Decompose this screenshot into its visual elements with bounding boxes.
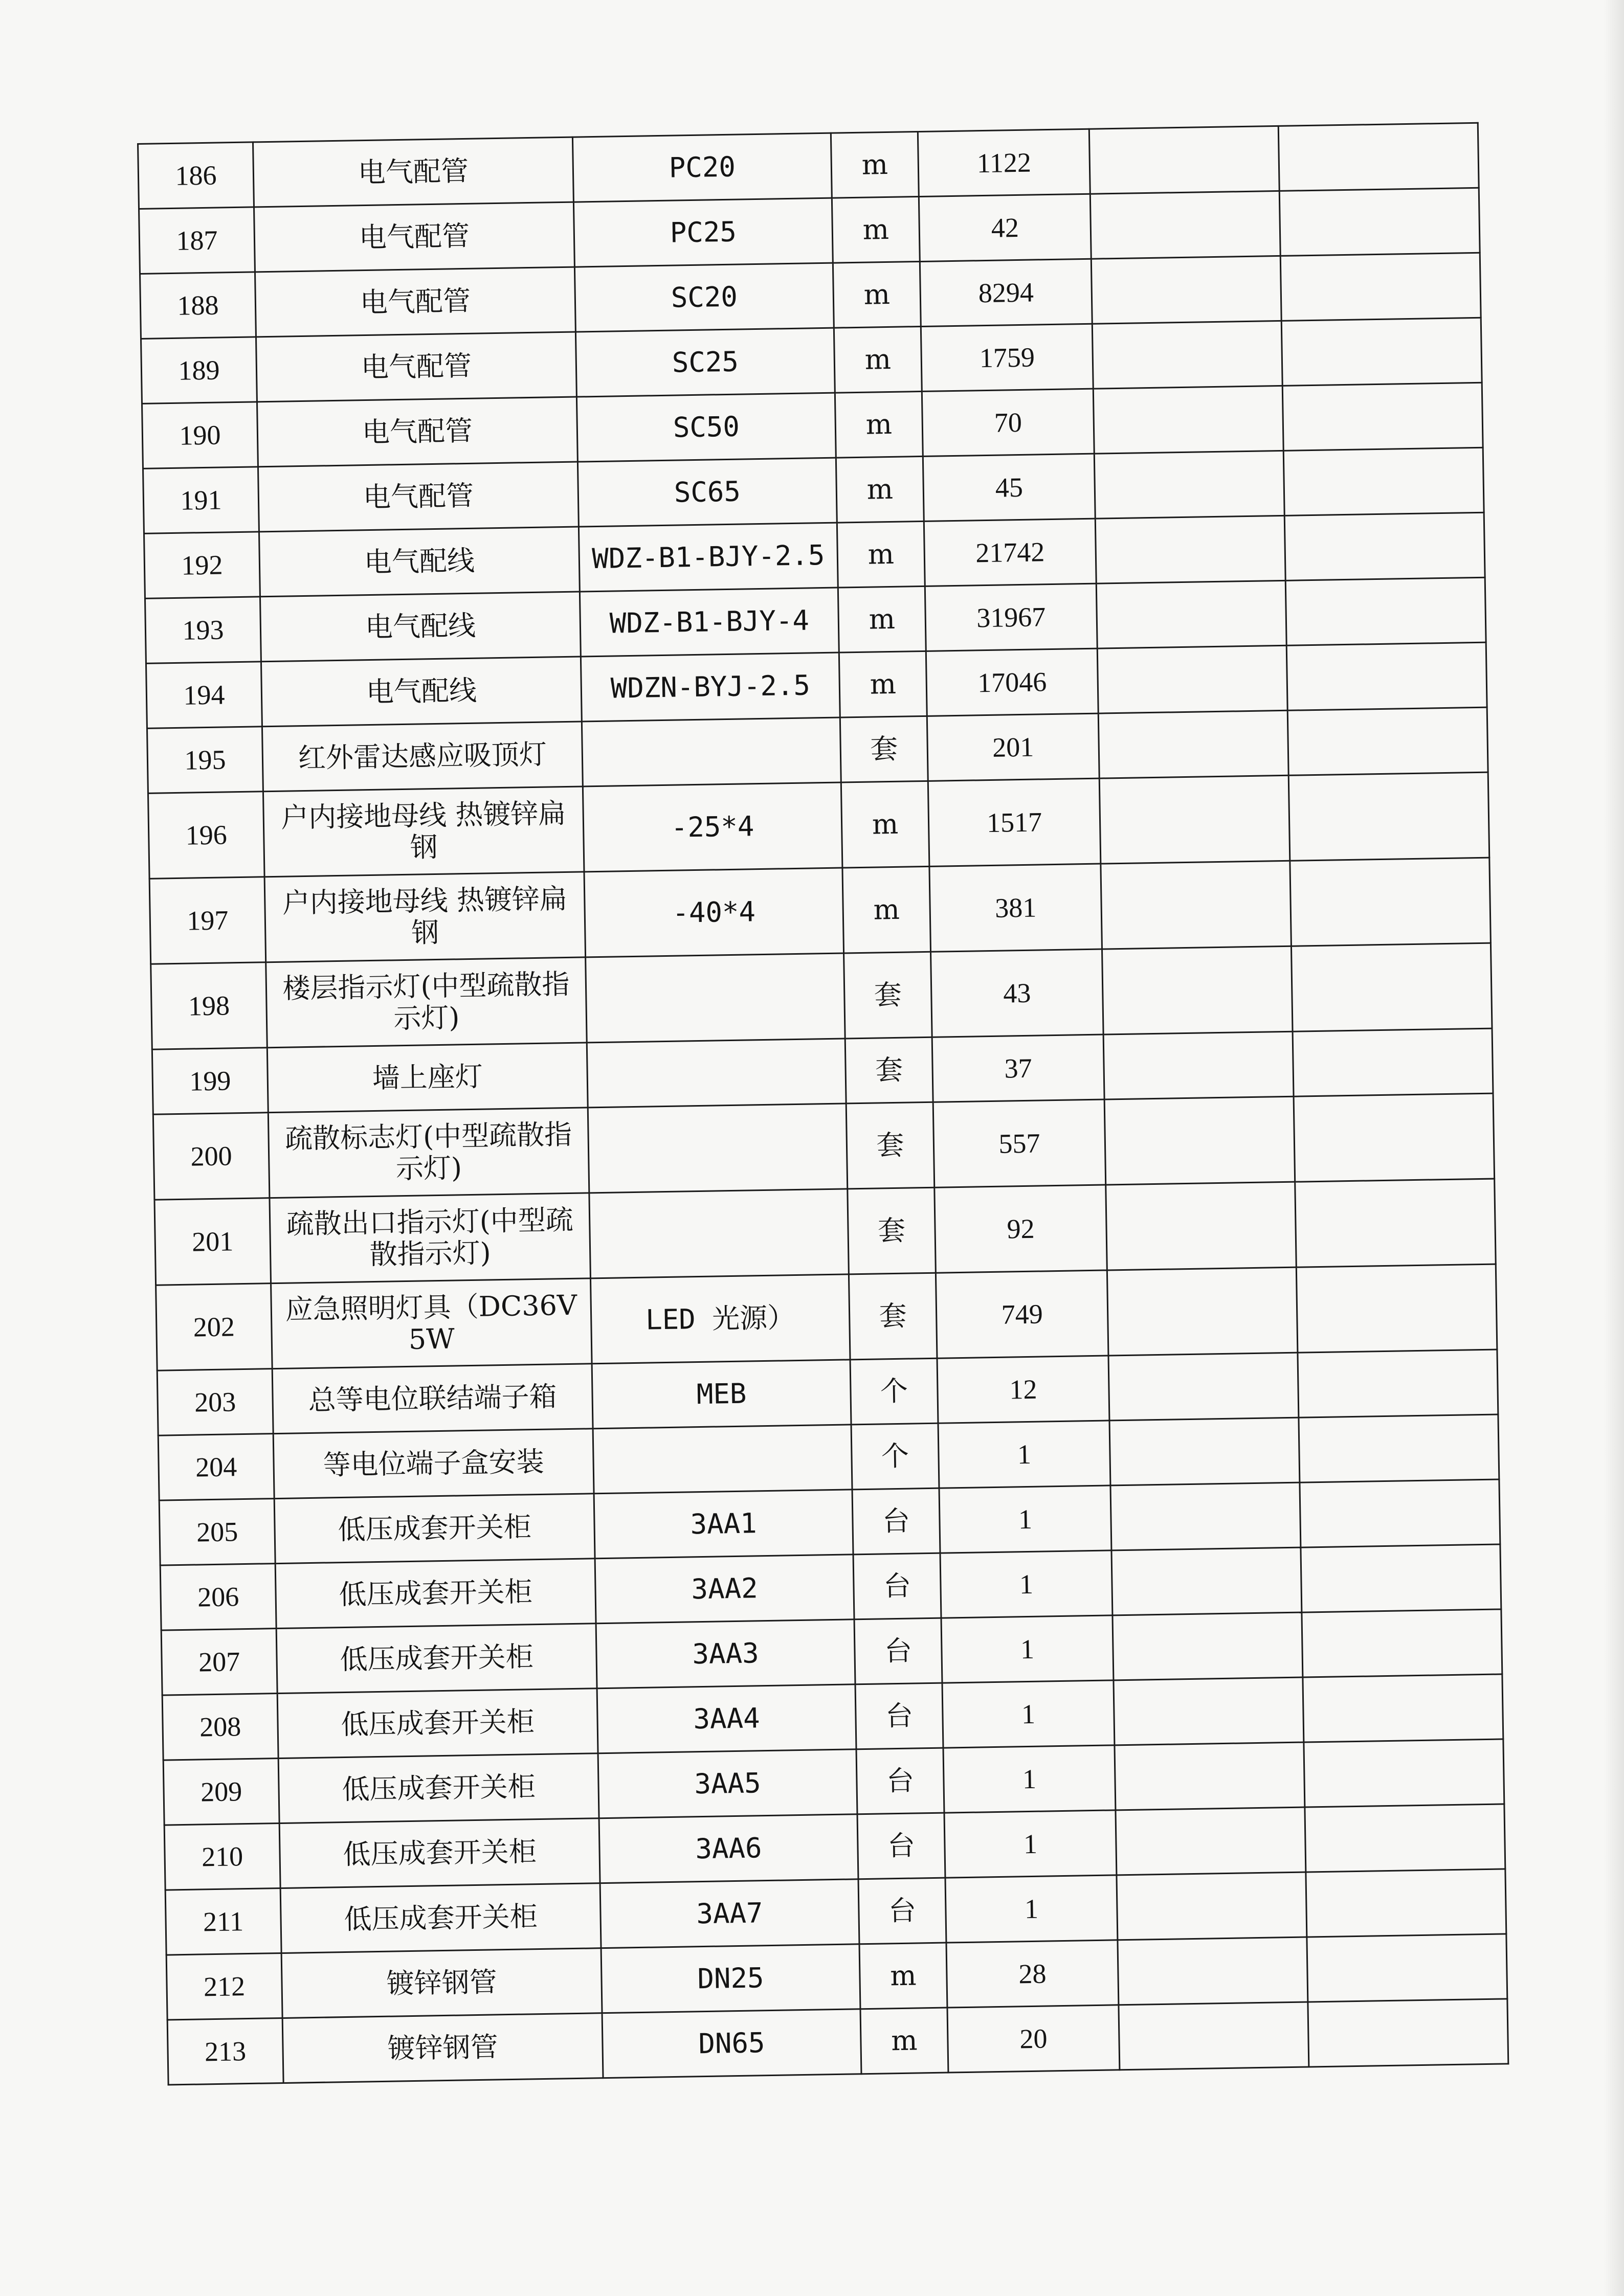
item-name-cell: 低压成套开关柜 xyxy=(280,1883,601,1953)
empty-cell xyxy=(1118,1937,1308,2005)
item-quantity-cell: 1 xyxy=(940,1550,1113,1618)
item-quantity-cell: 749 xyxy=(936,1270,1108,1358)
empty-cell xyxy=(1285,577,1486,645)
item-unit-cell: m xyxy=(836,456,924,523)
item-quantity-cell: 1 xyxy=(944,1810,1117,1878)
item-spec-cell: 3AA2 xyxy=(595,1555,854,1624)
empty-cell xyxy=(1098,710,1288,778)
item-quantity-cell: 1 xyxy=(943,1745,1116,1813)
item-unit-cell: m xyxy=(842,866,931,953)
empty-cell xyxy=(1305,1804,1505,1872)
item-unit-cell: 台 xyxy=(854,1618,942,1684)
item-name-cell: 电气配管 xyxy=(257,397,577,467)
empty-cell xyxy=(1099,775,1290,864)
item-name-cell: 墙上座灯 xyxy=(267,1043,588,1113)
empty-cell xyxy=(1102,946,1293,1034)
item-name-cell: 户内接地母线 热镀锌扁钢 xyxy=(264,872,586,962)
item-number-cell: 203 xyxy=(157,1369,273,1436)
empty-cell xyxy=(1108,1353,1299,1421)
item-name-cell: 低压成套开关柜 xyxy=(279,1818,600,1888)
item-spec-cell: 3AA4 xyxy=(597,1684,856,1753)
item-unit-cell: m xyxy=(835,391,923,458)
empty-cell xyxy=(1308,1999,1508,2067)
item-unit-cell: m xyxy=(837,521,925,588)
empty-cell xyxy=(1116,1807,1306,1875)
empty-cell xyxy=(1286,642,1487,710)
item-quantity-cell: 201 xyxy=(927,713,1099,781)
empty-cell xyxy=(1115,1742,1305,1810)
item-name-cell: 低压成套开关柜 xyxy=(277,1689,598,1759)
empty-cell xyxy=(1293,1028,1493,1096)
item-number-cell: 193 xyxy=(145,597,261,664)
item-spec-cell: DN65 xyxy=(602,2009,861,2078)
item-spec-cell: 3AA7 xyxy=(600,1879,859,1948)
item-number-cell: 209 xyxy=(163,1759,279,1826)
item-unit-cell: m xyxy=(832,197,920,263)
item-quantity-cell: 1517 xyxy=(928,778,1101,866)
item-unit-cell: m xyxy=(831,132,919,198)
item-unit-cell: m xyxy=(839,651,927,717)
item-name-cell: 电气配管 xyxy=(254,202,574,272)
empty-cell xyxy=(1117,1872,1307,1940)
item-number-cell: 201 xyxy=(154,1198,271,1286)
empty-cell xyxy=(1089,126,1279,194)
item-number-cell: 196 xyxy=(148,792,264,879)
item-quantity-cell: 20 xyxy=(947,2005,1120,2073)
item-spec-cell: 3AA3 xyxy=(596,1619,855,1689)
scan-edge-shadow xyxy=(1604,0,1624,2296)
item-quantity-cell: 8294 xyxy=(920,259,1092,326)
item-quantity-cell: 1 xyxy=(939,1485,1111,1553)
empty-cell xyxy=(1096,580,1286,648)
item-quantity-cell: 42 xyxy=(919,194,1091,261)
item-quantity-cell: 1122 xyxy=(918,129,1090,196)
empty-cell xyxy=(1090,191,1280,259)
empty-cell xyxy=(1101,861,1292,949)
empty-cell xyxy=(1110,1482,1301,1550)
item-spec-cell: PC25 xyxy=(573,198,833,267)
empty-cell xyxy=(1109,1417,1300,1485)
item-unit-cell: 套 xyxy=(845,1037,933,1104)
item-spec-cell: WDZ-B1-BJY-4 xyxy=(580,588,839,657)
empty-cell xyxy=(1303,1674,1503,1742)
table-wrapper xyxy=(137,122,1507,2086)
item-number-cell: 211 xyxy=(165,1888,281,1955)
item-number-cell: 191 xyxy=(143,467,259,534)
item-unit-cell: 套 xyxy=(846,1102,935,1189)
item-quantity-cell: 28 xyxy=(946,1940,1119,2008)
item-spec-cell: WDZ-B1-BJY-2.5 xyxy=(579,523,838,592)
empty-cell xyxy=(1296,1264,1497,1353)
item-unit-cell: m xyxy=(834,326,922,393)
item-unit-cell: 台 xyxy=(856,1748,944,1814)
item-unit-cell: m xyxy=(841,781,929,868)
empty-cell xyxy=(1119,2002,1309,2070)
item-number-cell: 199 xyxy=(152,1048,268,1115)
item-spec-cell xyxy=(582,717,841,786)
empty-cell xyxy=(1278,123,1479,191)
item-quantity-cell: 17046 xyxy=(926,648,1098,716)
item-spec-cell: 3AA5 xyxy=(598,1749,857,1818)
item-name-cell: 疏散出口指示灯(中型疏散指示灯) xyxy=(270,1193,591,1284)
item-number-cell: 208 xyxy=(162,1694,278,1761)
empty-cell xyxy=(1282,382,1483,451)
item-name-cell: 镀锌钢管 xyxy=(281,1948,602,2018)
item-unit-cell: 套 xyxy=(844,952,932,1039)
item-name-cell: 应急照明灯具（DC36V 5W xyxy=(271,1278,592,1369)
item-unit-cell: 台 xyxy=(853,1553,941,1619)
item-spec-cell: SC65 xyxy=(577,458,837,527)
item-spec-cell xyxy=(593,1425,852,1494)
empty-cell xyxy=(1302,1609,1502,1677)
empty-cell xyxy=(1111,1547,1302,1615)
empty-cell xyxy=(1279,188,1480,256)
item-quantity-cell: 1 xyxy=(941,1615,1114,1683)
item-name-cell: 电气配管 xyxy=(258,462,579,532)
item-number-cell: 205 xyxy=(159,1499,275,1566)
empty-cell xyxy=(1283,447,1484,515)
empty-cell xyxy=(1113,1612,1303,1680)
item-spec-cell: PC20 xyxy=(572,133,832,202)
item-number-cell: 190 xyxy=(142,402,258,469)
item-spec-cell: -40*4 xyxy=(584,868,844,957)
bill-of-materials-table xyxy=(137,122,1509,2086)
item-quantity-cell: 12 xyxy=(937,1356,1109,1423)
item-unit-cell: m xyxy=(859,1943,947,2009)
table-body xyxy=(138,123,1508,2085)
item-number-cell: 200 xyxy=(153,1113,270,1200)
item-unit-cell: 个 xyxy=(850,1358,938,1425)
item-number-cell: 186 xyxy=(138,142,254,209)
item-spec-cell: MEB xyxy=(592,1360,851,1429)
item-unit-cell: 台 xyxy=(858,1878,946,1944)
empty-cell xyxy=(1103,1031,1294,1099)
empty-cell xyxy=(1288,772,1489,861)
item-quantity-cell: 1 xyxy=(942,1680,1115,1748)
item-unit-cell: m xyxy=(833,261,921,328)
item-spec-cell: WDZN-BYJ-2.5 xyxy=(581,652,840,722)
item-name-cell: 镀锌钢管 xyxy=(282,2013,603,2083)
item-name-cell: 低压成套开关柜 xyxy=(276,1624,597,1694)
item-number-cell: 210 xyxy=(164,1824,280,1890)
item-number-cell: 204 xyxy=(158,1434,274,1501)
item-name-cell: 电气配管 xyxy=(255,267,575,337)
item-spec-cell: SC20 xyxy=(574,263,834,332)
empty-cell xyxy=(1091,256,1281,324)
item-quantity-cell: 21742 xyxy=(924,519,1096,586)
item-spec-cell: SC50 xyxy=(576,393,836,462)
item-name-cell: 总等电位联结端子箱 xyxy=(272,1364,593,1434)
item-number-cell: 212 xyxy=(166,1953,282,2020)
item-quantity-cell: 557 xyxy=(933,1099,1106,1187)
item-number-cell: 192 xyxy=(144,532,260,599)
item-name-cell: 等电位端子盒安装 xyxy=(273,1429,594,1499)
item-unit-cell: m xyxy=(838,586,926,652)
item-name-cell: 低压成套开关柜 xyxy=(275,1559,596,1629)
item-name-cell: 楼层指示灯(中型疏散指示灯) xyxy=(266,957,587,1048)
item-unit-cell: 套 xyxy=(840,716,928,782)
item-quantity-cell: 1759 xyxy=(921,324,1093,391)
item-unit-cell: m xyxy=(860,2008,948,2074)
item-spec-cell: DN25 xyxy=(601,1944,860,2013)
empty-cell xyxy=(1307,1934,1507,2002)
item-name-cell: 电气配线 xyxy=(261,657,582,727)
empty-cell xyxy=(1301,1544,1501,1612)
item-quantity-cell: 381 xyxy=(929,864,1102,952)
item-unit-cell: 台 xyxy=(852,1488,940,1555)
empty-cell xyxy=(1104,1096,1295,1185)
empty-cell xyxy=(1299,1414,1499,1482)
empty-cell xyxy=(1092,321,1282,389)
item-quantity-cell: 31967 xyxy=(925,583,1097,651)
item-number-cell: 194 xyxy=(146,662,262,729)
item-unit-cell: 台 xyxy=(857,1813,945,1879)
item-number-cell: 202 xyxy=(156,1284,273,1371)
empty-cell xyxy=(1304,1739,1504,1807)
item-name-cell: 低压成套开关柜 xyxy=(278,1753,599,1824)
item-unit-cell: 套 xyxy=(848,1187,936,1274)
empty-cell xyxy=(1094,451,1284,519)
empty-cell xyxy=(1284,512,1485,580)
item-number-cell: 188 xyxy=(140,272,256,339)
item-spec-cell: SC25 xyxy=(575,328,835,397)
empty-cell xyxy=(1106,1182,1297,1270)
empty-cell xyxy=(1114,1677,1304,1745)
empty-cell xyxy=(1295,1179,1496,1267)
item-spec-cell xyxy=(589,1189,849,1278)
item-spec-cell: LED 光源） xyxy=(590,1274,850,1364)
empty-cell xyxy=(1300,1479,1500,1547)
item-number-cell: 195 xyxy=(147,727,263,794)
item-spec-cell xyxy=(587,1039,846,1108)
item-name-cell: 电气配管 xyxy=(253,137,573,207)
item-name-cell: 疏散标志灯(中型疏散指示灯) xyxy=(268,1108,589,1198)
item-quantity-cell: 92 xyxy=(935,1185,1107,1273)
item-quantity-cell: 45 xyxy=(923,454,1095,521)
item-spec-cell: -25*4 xyxy=(583,782,842,872)
empty-cell xyxy=(1306,1869,1506,1937)
item-name-cell: 红外雷达感应吸顶灯 xyxy=(262,722,583,792)
item-number-cell: 206 xyxy=(160,1564,276,1631)
item-number-cell: 197 xyxy=(149,877,266,964)
item-number-cell: 213 xyxy=(167,2018,283,2085)
item-quantity-cell: 1 xyxy=(938,1421,1110,1488)
item-quantity-cell: 43 xyxy=(931,949,1104,1037)
empty-cell xyxy=(1281,318,1482,386)
empty-cell xyxy=(1294,1093,1495,1182)
empty-cell xyxy=(1290,858,1491,946)
item-spec-cell xyxy=(588,1104,848,1193)
item-spec-cell: 3AA6 xyxy=(599,1814,858,1883)
item-number-cell: 207 xyxy=(161,1629,277,1696)
item-unit-cell: 套 xyxy=(849,1273,937,1360)
empty-cell xyxy=(1291,943,1492,1031)
item-quantity-cell: 1 xyxy=(945,1875,1118,1943)
item-spec-cell xyxy=(586,953,846,1043)
item-unit-cell: 台 xyxy=(855,1683,943,1749)
empty-cell xyxy=(1298,1349,1498,1417)
item-name-cell: 户内接地母线 热镀锌扁钢 xyxy=(263,786,584,877)
item-number-cell: 187 xyxy=(139,207,255,274)
item-quantity-cell: 37 xyxy=(932,1034,1104,1102)
item-number-cell: 189 xyxy=(141,337,257,404)
item-spec-cell: 3AA1 xyxy=(594,1490,853,1559)
item-name-cell: 电气配管 xyxy=(256,332,576,402)
empty-cell xyxy=(1287,707,1488,775)
item-name-cell: 低压成套开关柜 xyxy=(274,1494,595,1564)
item-name-cell: 电气配线 xyxy=(260,592,581,662)
item-number-cell: 198 xyxy=(151,962,268,1050)
empty-cell xyxy=(1095,515,1285,583)
empty-cell xyxy=(1093,386,1283,454)
empty-cell xyxy=(1280,253,1481,321)
item-quantity-cell: 70 xyxy=(922,389,1094,456)
item-unit-cell: 个 xyxy=(851,1423,939,1490)
empty-cell xyxy=(1097,645,1287,713)
empty-cell xyxy=(1107,1267,1298,1356)
item-name-cell: 电气配线 xyxy=(259,527,580,597)
